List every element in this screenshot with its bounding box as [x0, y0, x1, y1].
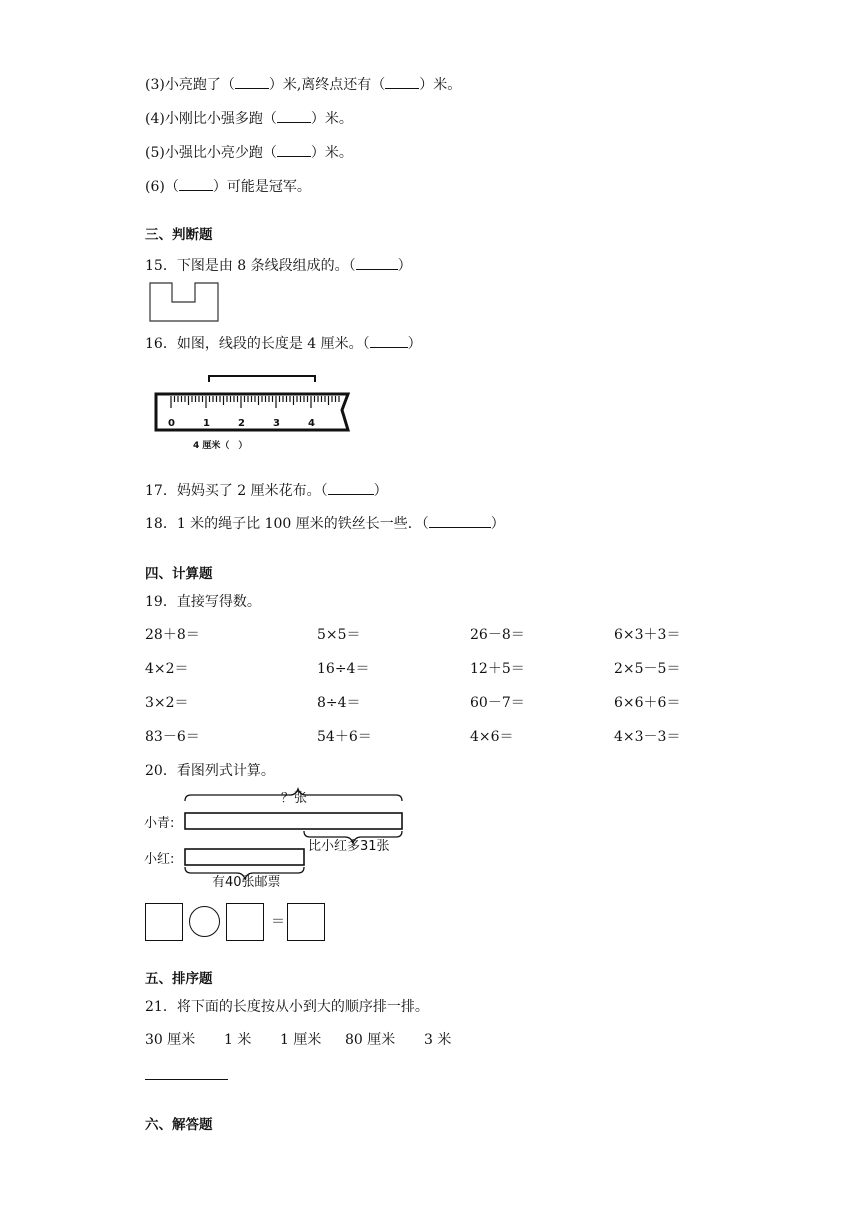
- arith-item: 6×6＋6＝: [614, 695, 681, 711]
- arith-item: 12＋5＝: [470, 661, 525, 677]
- arith-item: 4×6＝: [470, 729, 514, 745]
- has-stamps-label: 有40张邮票: [212, 875, 281, 890]
- ruler-figure: [150, 372, 360, 454]
- answer-box-3[interactable]: [287, 903, 325, 941]
- answer-blank[interactable]: [429, 513, 491, 528]
- answer-blank[interactable]: [277, 108, 311, 123]
- arith-item: 8÷4＝: [317, 695, 361, 711]
- ruler-tick-label: 3: [273, 418, 280, 429]
- length-item: 1 米: [224, 1032, 252, 1048]
- section-heading-ordering: 五、排序题: [145, 971, 213, 987]
- question-17: 17．妈妈买了 2 厘米花布。（ ）: [145, 480, 388, 500]
- answer-blank[interactable]: [385, 74, 419, 89]
- answer-box-1[interactable]: [145, 903, 183, 941]
- section-heading-solve: 六、解答题: [145, 1117, 213, 1133]
- answer-blank[interactable]: [370, 333, 408, 348]
- more-than-label: 比小红多31张: [308, 839, 390, 854]
- arith-item: 60－7＝: [470, 695, 525, 711]
- total-unknown-label: ？张: [281, 791, 308, 806]
- ruler-tick-label: 2: [238, 418, 245, 429]
- xiaoqing-label: 小青:: [144, 816, 175, 831]
- section-heading-judgement: 三、判断题: [145, 227, 213, 243]
- q14-line-4: (4)小刚比小强多跑（ ）米。: [145, 108, 353, 128]
- length-item: 30 厘米: [145, 1032, 196, 1048]
- ruler-tick-label: 0: [168, 418, 175, 429]
- q14-line-6: (6)（ ）可能是冠军。: [145, 176, 311, 196]
- length-item: 3 米: [424, 1032, 452, 1048]
- arith-item: 54＋6＝: [317, 729, 372, 745]
- arith-item: 3×2＝: [145, 695, 189, 711]
- ruler-tick-label: 1: [203, 418, 210, 429]
- arith-item: 16÷4＝: [317, 661, 370, 677]
- answer-box-2[interactable]: [226, 903, 264, 941]
- question-21: 21．将下面的长度按从小到大的顺序排一排。: [145, 999, 429, 1015]
- ruler-caption: 4 厘米（ ）: [193, 441, 248, 451]
- length-item: 1 厘米: [280, 1032, 322, 1048]
- question-20: 20．看图列式计算。: [145, 763, 275, 779]
- xiaohong-label: 小红:: [144, 852, 175, 867]
- answer-blank[interactable]: [356, 255, 398, 270]
- arith-item: 5×5＝: [317, 627, 361, 643]
- order-answer-line[interactable]: [145, 1079, 228, 1080]
- operator-circle[interactable]: [189, 906, 220, 937]
- arith-item: 28＋8＝: [145, 627, 200, 643]
- answer-blank[interactable]: [235, 74, 269, 89]
- answer-blank[interactable]: [179, 176, 213, 191]
- arith-item: 4×2＝: [145, 661, 189, 677]
- length-item: 80 厘米: [345, 1032, 396, 1048]
- q14-line-5: (5)小强比小亮少跑（ ）米。: [145, 142, 353, 162]
- arith-item: 26－8＝: [470, 627, 525, 643]
- arith-item: 6×3＋3＝: [614, 627, 681, 643]
- question-18: 18．1 米的绳子比 100 厘米的铁丝长一些．（ ）: [145, 513, 505, 533]
- equals-sign: ＝: [271, 914, 285, 930]
- question-15: 15．下图是由 8 条线段组成的。（ ）: [145, 255, 412, 275]
- shape-figure: [149, 282, 221, 324]
- section-heading-calculation: 四、计算题: [145, 566, 213, 582]
- answer-blank[interactable]: [277, 142, 311, 157]
- ruler-tick-label: 4: [308, 418, 315, 429]
- arith-item: 4×3－3＝: [614, 729, 681, 745]
- question-16: 16．如图，线段的长度是 4 厘米。（ ）: [145, 333, 422, 353]
- arith-item: 83－6＝: [145, 729, 200, 745]
- arith-item: 2×5－5＝: [614, 661, 681, 677]
- question-19: 19．直接写得数。: [145, 594, 261, 610]
- q14-line-3: (3)小亮跑了（ ）米,离终点还有（ ）米。: [145, 74, 461, 94]
- answer-blank[interactable]: [328, 480, 374, 495]
